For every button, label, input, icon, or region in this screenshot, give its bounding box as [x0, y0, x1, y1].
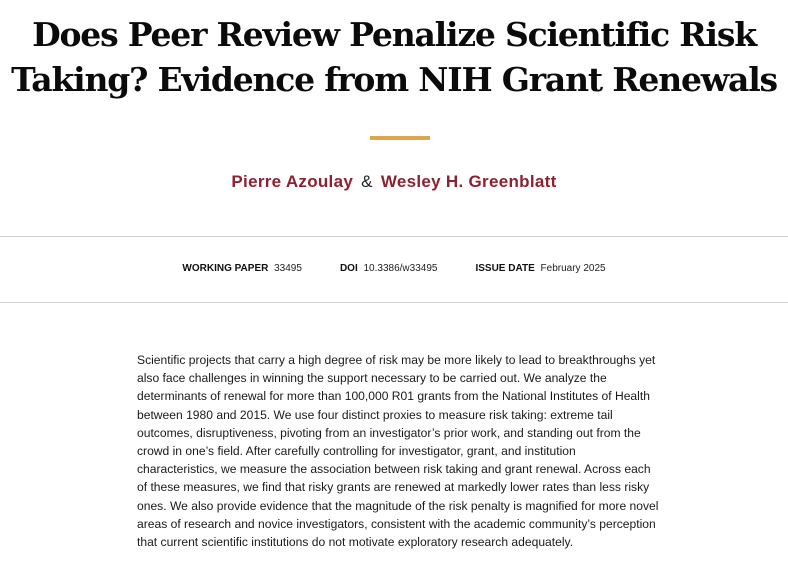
issue-date-label: ISSUE DATE — [475, 263, 535, 274]
working-paper-label: WORKING PAPER — [182, 263, 269, 274]
working-paper-number: 33495 — [274, 263, 302, 274]
author-link-greenblatt[interactable]: Wesley H. Greenblatt — [380, 172, 557, 191]
page-title: Does Peer Review Penalize Scientific Risk Taking? Evidence from NIH Grant Renewals — [11, 15, 777, 99]
divider-bottom — [0, 302, 788, 303]
paper-metadata — [0, 263, 788, 274]
author-separator: & — [361, 172, 373, 191]
doi-value: 10.3386/w33495 — [363, 263, 438, 274]
issue-date-value: February 2025 — [540, 263, 606, 274]
issue-date-info — [475, 263, 605, 274]
divider-top — [0, 236, 788, 237]
doi-info — [340, 263, 438, 274]
doi-label: DOI — [339, 263, 358, 274]
abstract-text: Scientific projects that carry a high degree of risk may be more likely to lead to breakthroughs yet also face challenges in winning the support necessary to be carried out. We analyze the determinants of renewal for more than 100,000 R01 grants from the National Institutes of Health between 1980 and 2015. We use four distinct proxies to measure risk taking: extreme tail outcomes, disruptiveness, pivoting from an investigator’s prior work, and standing out from the crowd in one’s field. After carefully controlling for investigator, grant, and institution characteristics, we measure the association between risk taking and grant renewal. Across each of these measures, we find that risky grants are renewed at markedly lower rates than less risky ones. We also provide evidence that the magnitude of the risk penalty is magnified for more novel areas of research and novice investigators, consistent with the academic community’s perception that current scientific institutions do not motivate exploratory research adequately. — [137, 353, 659, 550]
author-link-azoulay[interactable]: Pierre Azoulay — [231, 172, 354, 191]
author-list — [0, 172, 788, 192]
working-paper-info — [182, 263, 302, 274]
accent-divider — [370, 136, 430, 140]
